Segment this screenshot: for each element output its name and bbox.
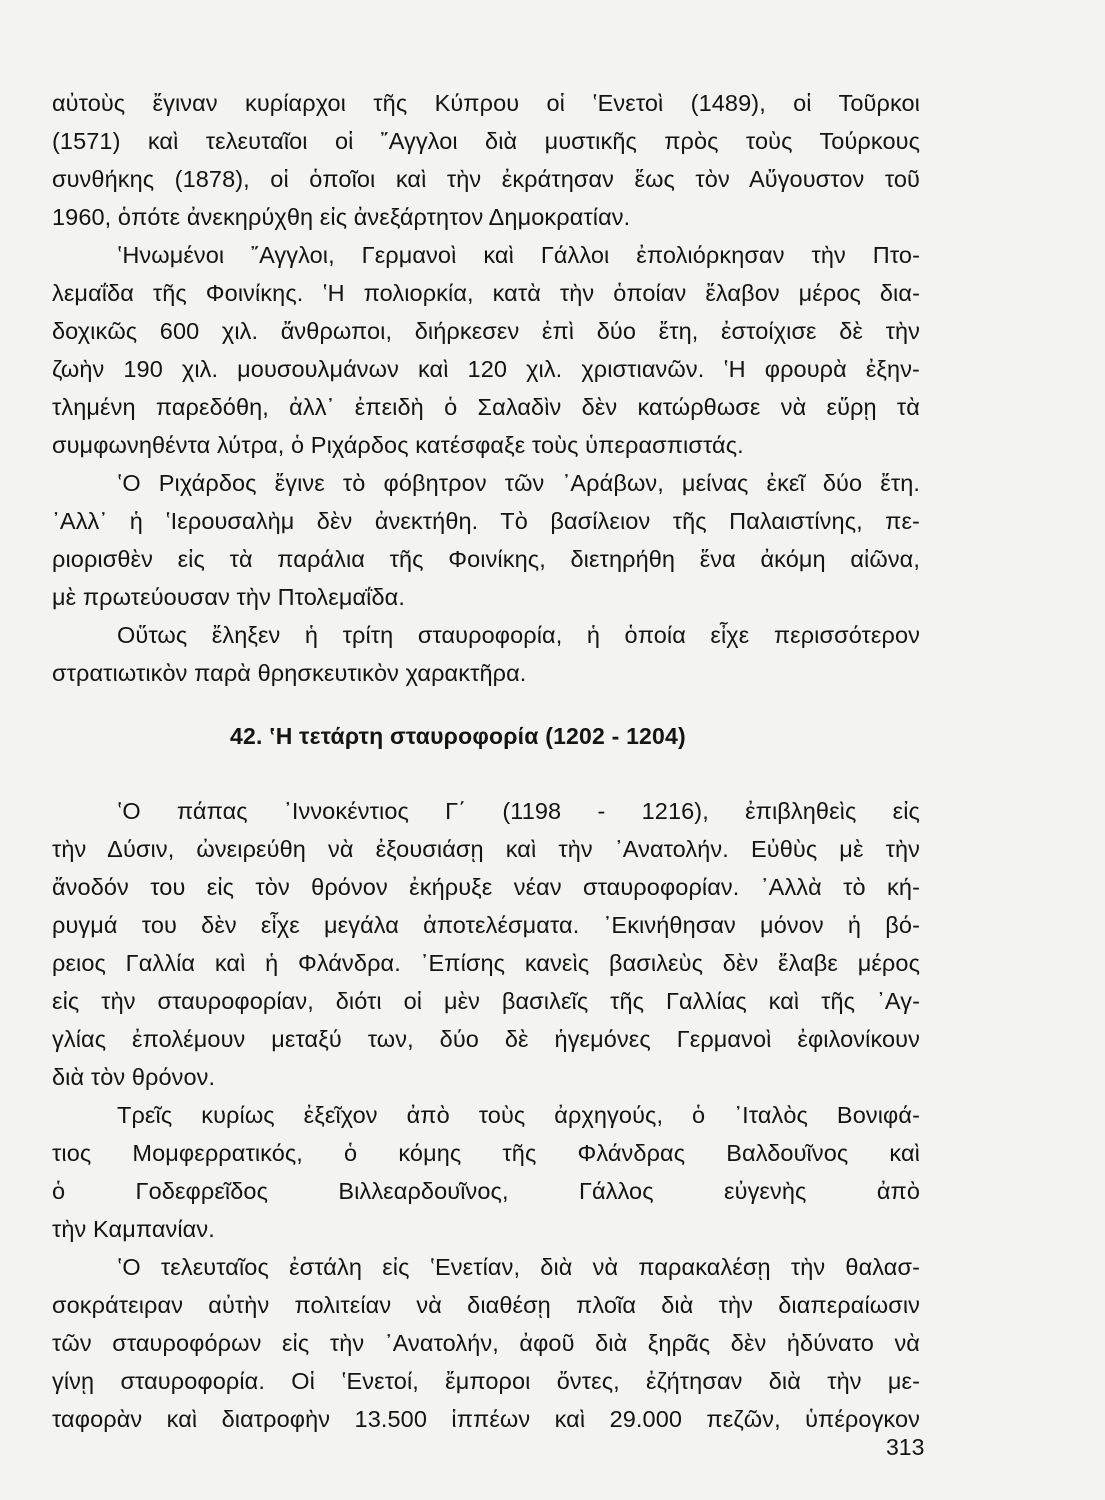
text-line: (1571) καὶ τελευταῖοι οἱ ῎Αγγλοι διὰ μυστικῆς πρὸς τοὺς Τούρκους: [52, 128, 920, 154]
text-line: Τρεῖς κυρίως ἐξεῖχον ἀπὸ τοὺς ἀρχηγούς, ὁ ᾽Ιταλὸς Βονιφά-: [117, 1102, 920, 1128]
text-line: ἄνοδόν του εἰς τὸν θρόνον ἐκήρυξε νέαν σταυροφορίαν. ᾽Αλλὰ τὸ κή-: [52, 874, 920, 900]
text-line: στρατιωτικὸν παρὰ θρησκευτικὸν χαρακτῆρα.: [52, 660, 527, 686]
text-line: ριορισθὲν εἰς τὰ παράλια τῆς Φοινίκης, διετηρήθη ἕνα ἀκόμη αἰῶνα,: [52, 546, 920, 572]
text-line: ʽΟ Ριχάρδος ἔγινε τὸ φόβητρον τῶν ᾽Αράβων, μείνας ἐκεῖ δύο ἔτη.: [117, 470, 920, 496]
text-line: τιος Μομφερρατικός, ὁ κόμης τῆς Φλάνδρας Βαλδουῖνος καὶ: [52, 1140, 920, 1166]
section-heading: 42. ʽΗ τετάρτη σταυροφορία (1202 - 1204): [230, 723, 686, 749]
text-line: συνθήκης (1878), οἱ ὁποῖοι καὶ τὴν ἐκράτησαν ἕως τὸν Αὔγουστον τοῦ: [52, 166, 920, 192]
text-line: διὰ τὸν θρόνον.: [52, 1064, 216, 1090]
text-line: γλίας ἐπολέμουν μεταξύ των, δύο δὲ ἡγεμόνες Γερμανοὶ ἐφιλονίκουν: [52, 1026, 920, 1052]
text-line: ζωὴν 190 χιλ. μουσουλμάνων καὶ 120 χιλ. χριστιανῶν. ʽΗ φρουρὰ ἐξην-: [52, 356, 920, 382]
text-line: τλημένη παρεδόθη, ἀλλ᾽ ἐπειδὴ ὁ Σαλαδὶν δὲν κατώρθωσε νὰ εὕρῃ τὰ: [52, 394, 920, 420]
text-line: μὲ πρωτεύουσαν τὴν Πτολεμαΐδα.: [52, 584, 405, 610]
text-line: αὐτοὺς ἔγιναν κυρίαρχοι τῆς Κύπρου οἱ ʽΕνετοὶ (1489), οἱ Τοῦρκοι: [52, 90, 920, 116]
text-line: εἰς τὴν σταυροφορίαν, διότι οἱ μὲν βασιλεῖς τῆς Γαλλίας καὶ τῆς ᾽Αγ-: [52, 988, 920, 1014]
text-line: τὴν Καμπανίαν.: [52, 1216, 215, 1242]
page-number: 313: [886, 1434, 925, 1460]
text-line: τὴν Δύσιν, ὠνειρεύθη νὰ ἐξουσιάσῃ καὶ τὴν ᾽Ανατολήν. Εὐθὺς μὲ τὴν: [52, 836, 920, 862]
text-line: ᾽Αλλ᾽ ἡ ʽΙερουσαλὴμ δὲν ἀνεκτήθη. Τὸ βασίλειον τῆς Παλαιστίνης, πε-: [52, 508, 920, 534]
text-line: σοκράτειραν αὐτὴν πολιτείαν νὰ διαθέσῃ πλοῖα διὰ τὴν διαπεραίωσιν: [52, 1292, 920, 1318]
text-line: συμφωνηθέντα λύτρα, ὁ Ριχάρδος κατέσφαξε τοὺς ὑπερασπιστάς.: [52, 432, 744, 458]
text-line: 1960, ὁπότε ἀνεκηρύχθη εἰς ἀνεξάρτητον Δημοκρατίαν.: [52, 204, 631, 230]
text-line: ρυγμά του δὲν εἶχε μεγάλα ἀποτελέσματα. ᾽Εκινήθησαν μόνον ἡ βό-: [52, 912, 920, 938]
text-line: γίνῃ σταυροφορία. Οἱ ʽΕνετοί, ἔμποροι ὄντες, ἐζήτησαν διὰ τὴν με-: [52, 1368, 920, 1394]
text-line: ʽΗνωμένοι ῎Αγγλοι, Γερμανοὶ καὶ Γάλλοι ἐπολιόρκησαν τὴν Πτο-: [117, 242, 920, 268]
text-line: Οὕτως ἔληξεν ἡ τρίτη σταυροφορία, ἡ ὁποία εἶχε περισσότερον: [117, 622, 920, 648]
text-line: ʽΟ πάπας ᾽Ιννοκέντιος Γ΄ (1198 - 1216), ἐπιβληθεὶς εἰς: [117, 798, 920, 824]
text-line: δοχικῶς 600 χιλ. ἄνθρωποι, διήρκεσεν ἐπὶ δύο ἔτη, ἐστοίχισε δὲ τὴν: [52, 318, 920, 344]
text-line: ὁ Γοδεφρεῖδος Βιλλεαρδουῖνος, Γάλλος εὐγενὴς ἀπὸ: [52, 1178, 920, 1204]
text-line: ρειος Γαλλία καὶ ἡ Φλάνδρα. ᾽Επίσης κανεὶς βασιλεὺς δὲν ἔλαβε μέρος: [52, 950, 920, 976]
text-line: ταφορὰν καὶ διατροφὴν 13.500 ἱππέων καὶ 29.000 πεζῶν, ὑπέρογκον: [52, 1406, 920, 1432]
text-line: λεμαΐδα τῆς Φοινίκης. ʽΗ πολιορκία, κατὰ τὴν ὁποίαν ἔλαβον μέρος δια-: [52, 280, 920, 306]
text-line: τῶν σταυροφόρων εἰς τὴν ᾽Ανατολήν, ἀφοῦ διὰ ξηρᾶς δὲν ἠδύνατο νὰ: [52, 1330, 920, 1356]
text-line: ʽΟ τελευταῖος ἐστάλη εἰς ʽΕνετίαν, διὰ νὰ παρακαλέσῃ τὴν θαλασ-: [117, 1254, 920, 1280]
